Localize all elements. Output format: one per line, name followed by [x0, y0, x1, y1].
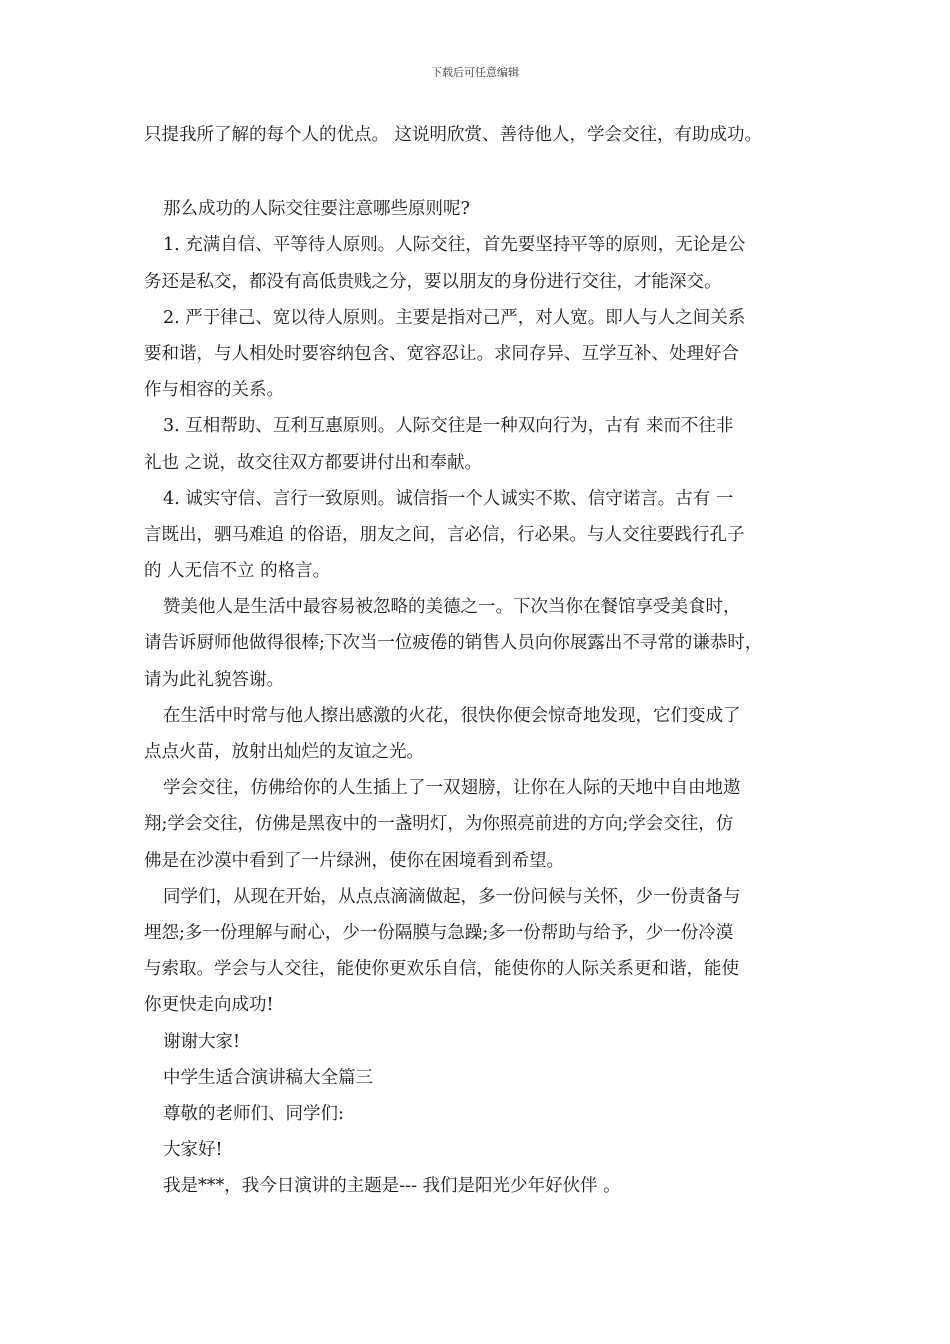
- text-line: 3. 互相帮助、互利互惠原则。人际交往是一种双向行为，古有 来而不往非: [163, 416, 734, 437]
- text-line: 2. 严于律己、宽以待人原则。主要是指对己严，对人宽。即人与人之间关系: [163, 307, 746, 328]
- text-line: 佛是在沙漠中看到了一片绿洲，使你在困境看到希望。: [144, 850, 564, 871]
- text-line: 在生活中时常与他人擦出感激的火花，很快你便会惊奇地发现，它们变成了: [163, 705, 741, 726]
- text-line: 礼也 之说，故交往双方都要讲付出和奉献。: [144, 452, 483, 473]
- text-line: 我是***，我今日演讲的主题是--- 我们是阳光少年好伙伴 。: [163, 1176, 621, 1197]
- text-line: 点点火苗，放射出灿烂的友谊之光。: [144, 742, 424, 762]
- text-line: 请告诉厨师他做得很棒;下次当一位疲倦的销售人员向你展露出不寻常的谦恭时，: [144, 633, 763, 654]
- text-line: 那么成功的人际交往要注意哪些原则呢?: [163, 199, 470, 220]
- text-line: 翔;学会交往，仿佛是黑夜中的一盏明灯，为你照亮前进的方向;学会交往，仿: [144, 814, 734, 835]
- text-line: 与索取。学会与人交往，能使你更欢乐自信，能使你的人际关系更和谐，能使: [144, 959, 739, 980]
- text-line: 1. 充满自信、平等待人原则。人际交往，首先要坚持平等的原则，无论是公: [163, 235, 746, 256]
- section-heading: 中学生适合演讲稿大全篇三: [163, 1067, 373, 1088]
- text-line: 学会交往，仿佛给你的人生插上了一双翅膀，让你在人际的天地中自由地遨: [163, 778, 741, 799]
- paragraph-gap: [144, 153, 824, 191]
- text-line: 谢谢大家!: [163, 1031, 241, 1052]
- text-line: 的 人无信不立 的格言。: [144, 561, 331, 582]
- text-line: 你更快走向成功!: [144, 995, 274, 1016]
- text-line: 埋怨;多一份理解与耐心，少一份隔膜与急躁;多一份帮助与给予，少一份冷漠: [144, 922, 734, 943]
- text-line: 作与相容的关系。: [144, 380, 284, 401]
- text-line: 言既出，驷马难追 的俗语，朋友之间，言必信，行必果。与人交往要践行孔子: [144, 524, 745, 545]
- document-body: [144, 117, 824, 1204]
- text-line: 赞美他人是生活中最容易被忽略的美德之一。下次当你在餐馆享受美食时，: [163, 597, 741, 618]
- text-line: 请为此礼貌答谢。: [144, 669, 284, 690]
- text-line: 尊敬的老师们、同学们:: [163, 1103, 344, 1124]
- text-line: 务还是私交，都没有高低贵贱之分，要以朋友的身份进行交往，才能深交。: [144, 271, 722, 292]
- text-line: 要和谐，与人相处时要容纳包含、宽容忍让。求同存异、互学互补、处理好合: [144, 343, 739, 364]
- text-line: 4. 诚实守信、言行一致原则。诚信指一个人诚实不欺、信守诺言。古有 一: [163, 488, 734, 509]
- text-line: 只提我所了解的每个人的优点。 这说明欣赏、善待他人，学会交往，有助成功。: [144, 125, 763, 145]
- text-line: 同学们，从现在开始，从点点滴滴做起，多一份问候与关怀，少一份责备与: [163, 886, 741, 907]
- text-line: 大家好!: [163, 1140, 223, 1161]
- page-header: 下载后可任意编辑: [431, 66, 519, 79]
